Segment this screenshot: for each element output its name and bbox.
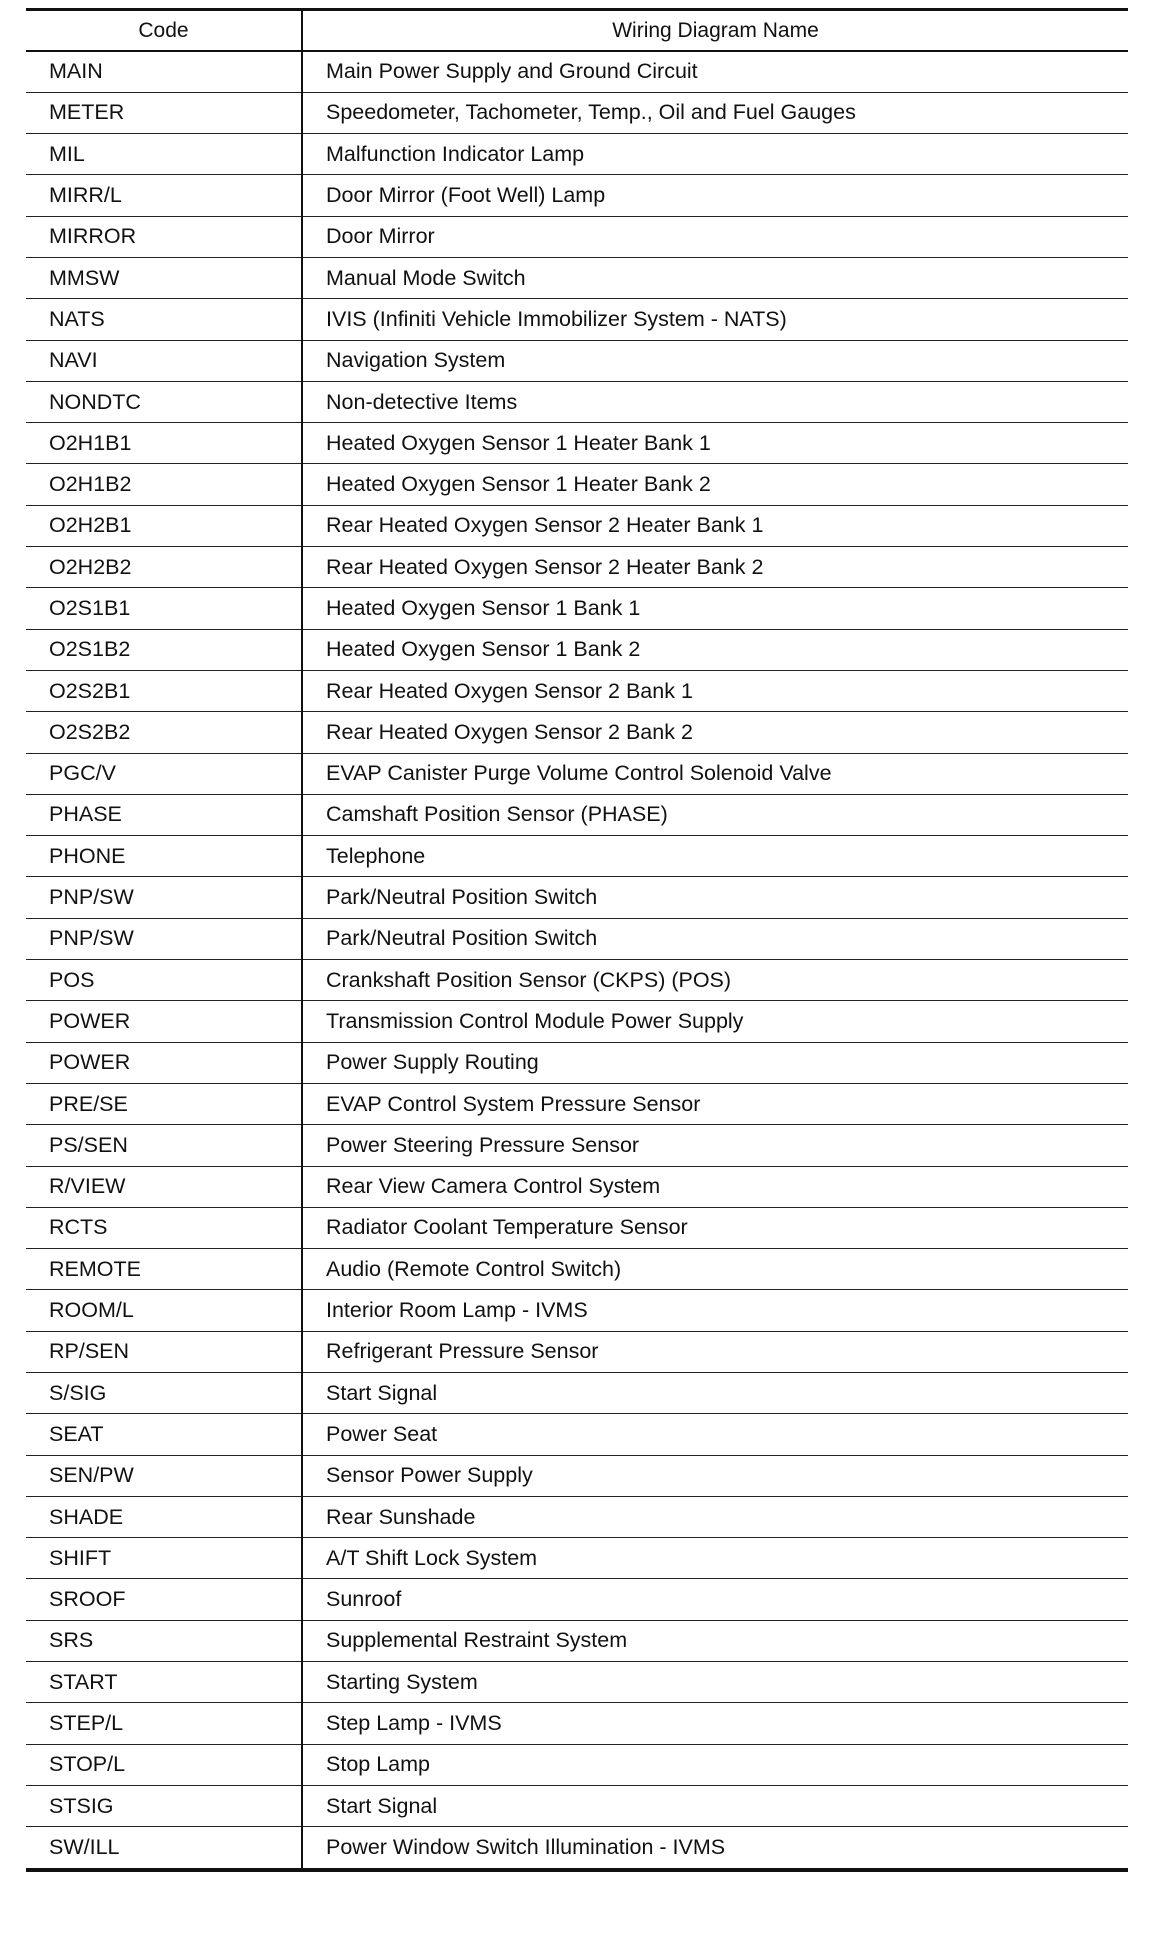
code-cell: NONDTC xyxy=(26,381,302,422)
wiring-diagram-code-table xyxy=(26,11,1128,1868)
diagram-name-cell: Power Supply Routing xyxy=(302,1042,1128,1083)
table-row xyxy=(26,1207,1128,1248)
code-cell: MMSW xyxy=(26,257,302,298)
code-cell: O2S1B1 xyxy=(26,588,302,629)
code-cell: SRS xyxy=(26,1620,302,1661)
code-cell: SW/ILL xyxy=(26,1827,302,1868)
table-row xyxy=(26,464,1128,505)
code-cell: PNP/SW xyxy=(26,877,302,918)
diagram-name-cell: Door Mirror xyxy=(302,216,1128,257)
diagram-name-cell: Non-detective Items xyxy=(302,381,1128,422)
table-row xyxy=(26,92,1128,133)
diagram-name-cell: Park/Neutral Position Switch xyxy=(302,918,1128,959)
table-row xyxy=(26,918,1128,959)
diagram-name-cell: Audio (Remote Control Switch) xyxy=(302,1249,1128,1290)
diagram-name-cell: Sensor Power Supply xyxy=(302,1455,1128,1496)
diagram-name-cell: Navigation System xyxy=(302,340,1128,381)
code-cell: PHASE xyxy=(26,794,302,835)
table-row xyxy=(26,1703,1128,1744)
table-row xyxy=(26,1001,1128,1042)
diagram-name-cell: Start Signal xyxy=(302,1785,1128,1826)
code-cell: O2H1B1 xyxy=(26,423,302,464)
code-cell: PNP/SW xyxy=(26,918,302,959)
table-row xyxy=(26,547,1128,588)
diagram-name-cell: Refrigerant Pressure Sensor xyxy=(302,1331,1128,1372)
diagram-name-cell: IVIS (Infiniti Vehicle Immobilizer System - NATS) xyxy=(302,299,1128,340)
table-row xyxy=(26,836,1128,877)
code-cell: PRE/SE xyxy=(26,1083,302,1124)
code-cell: RP/SEN xyxy=(26,1331,302,1372)
diagram-name-cell: Interior Room Lamp - IVMS xyxy=(302,1290,1128,1331)
code-cell: O2S2B2 xyxy=(26,712,302,753)
table-row xyxy=(26,588,1128,629)
table-row xyxy=(26,423,1128,464)
code-cell: RCTS xyxy=(26,1207,302,1248)
diagram-name-cell: EVAP Control System Pressure Sensor xyxy=(302,1083,1128,1124)
code-cell: PHONE xyxy=(26,836,302,877)
table-row xyxy=(26,1331,1128,1372)
table-header-row xyxy=(26,11,1128,51)
diagram-name-cell: Crankshaft Position Sensor (CKPS) (POS) xyxy=(302,960,1128,1001)
code-cell: O2H1B2 xyxy=(26,464,302,505)
code-cell: PGC/V xyxy=(26,753,302,794)
table-row xyxy=(26,670,1128,711)
code-cell: MIL xyxy=(26,134,302,175)
table-row xyxy=(26,340,1128,381)
diagram-name-cell: Power Seat xyxy=(302,1414,1128,1455)
table-row xyxy=(26,1290,1128,1331)
table-row xyxy=(26,257,1128,298)
diagram-name-cell: A/T Shift Lock System xyxy=(302,1538,1128,1579)
table-row xyxy=(26,216,1128,257)
diagram-name-cell: Radiator Coolant Temperature Sensor xyxy=(302,1207,1128,1248)
table-row xyxy=(26,1249,1128,1290)
diagram-name-cell: Camshaft Position Sensor (PHASE) xyxy=(302,794,1128,835)
diagram-name-cell: Telephone xyxy=(302,836,1128,877)
table-row xyxy=(26,1827,1128,1868)
diagram-name-cell: Rear Heated Oxygen Sensor 2 Bank 2 xyxy=(302,712,1128,753)
table-row xyxy=(26,1455,1128,1496)
table-row xyxy=(26,51,1128,92)
code-cell: SEAT xyxy=(26,1414,302,1455)
table-row xyxy=(26,1662,1128,1703)
code-cell: SHADE xyxy=(26,1496,302,1537)
table-row xyxy=(26,1785,1128,1826)
wiring-diagram-table-container xyxy=(26,8,1128,1872)
table-row xyxy=(26,1125,1128,1166)
table-row xyxy=(26,1496,1128,1537)
diagram-name-cell: Sunroof xyxy=(302,1579,1128,1620)
diagram-name-cell: Manual Mode Switch xyxy=(302,257,1128,298)
diagram-name-cell: Step Lamp - IVMS xyxy=(302,1703,1128,1744)
diagram-name-cell: Power Window Switch Illumination - IVMS xyxy=(326,1835,726,1860)
code-cell: POS xyxy=(26,960,302,1001)
table-row xyxy=(26,1083,1128,1124)
code-column-header: Code xyxy=(26,11,302,51)
code-cell: ROOM/L xyxy=(26,1290,302,1331)
code-cell: REMOTE xyxy=(26,1249,302,1290)
table-row xyxy=(26,381,1128,422)
table-row xyxy=(26,175,1128,216)
code-cell: O2H2B2 xyxy=(26,547,302,588)
table-row xyxy=(26,1579,1128,1620)
diagram-name-cell: Starting System xyxy=(302,1662,1128,1703)
table-row xyxy=(26,794,1128,835)
diagram-name-cell: Stop Lamp xyxy=(302,1744,1128,1785)
diagram-name-cell: EVAP Canister Purge Volume Control Solenoid Valve xyxy=(302,753,1128,794)
table-row xyxy=(26,1414,1128,1455)
code-cell: METER xyxy=(26,92,302,133)
code-cell: SHIFT xyxy=(26,1538,302,1579)
diagram-name-cell: Rear Heated Oxygen Sensor 2 Bank 1 xyxy=(302,670,1128,711)
diagram-name-cell: Door Mirror (Foot Well) Lamp xyxy=(302,175,1128,216)
table-body xyxy=(26,51,1128,1868)
code-cell: START xyxy=(26,1662,302,1703)
code-cell: S/SIG xyxy=(26,1373,302,1414)
table-row xyxy=(26,1538,1128,1579)
table-row xyxy=(26,1744,1128,1785)
diagram-name-cell: Heated Oxygen Sensor 1 Bank 2 xyxy=(302,629,1128,670)
table-row xyxy=(26,753,1128,794)
diagram-name-cell: Power Steering Pressure Sensor xyxy=(302,1125,1128,1166)
table-row xyxy=(26,877,1128,918)
code-cell: MIRR/L xyxy=(26,175,302,216)
table-row xyxy=(26,1620,1128,1661)
diagram-name-cell: Malfunction Indicator Lamp xyxy=(302,134,1128,175)
wiring-diagram-name-column-header: Wiring Diagram Name xyxy=(302,11,1128,51)
table-row xyxy=(26,960,1128,1001)
diagram-name-cell: Heated Oxygen Sensor 1 Bank 1 xyxy=(302,588,1128,629)
code-cell: MAIN xyxy=(26,51,302,92)
code-cell: NATS xyxy=(26,299,302,340)
code-cell: STEP/L xyxy=(26,1703,302,1744)
code-cell: SROOF xyxy=(26,1579,302,1620)
code-cell: PS/SEN xyxy=(26,1125,302,1166)
code-cell: POWER xyxy=(26,1042,302,1083)
table-row xyxy=(26,505,1128,546)
table-row xyxy=(26,629,1128,670)
diagram-name-cell: Heated Oxygen Sensor 1 Heater Bank 2 xyxy=(302,464,1128,505)
table-row xyxy=(26,1166,1128,1207)
code-cell: NAVI xyxy=(26,340,302,381)
table-row xyxy=(26,1042,1128,1083)
code-cell: SEN/PW xyxy=(26,1455,302,1496)
diagram-name-cell: Heated Oxygen Sensor 1 Heater Bank 1 xyxy=(302,423,1128,464)
code-cell: STSIG xyxy=(26,1785,302,1826)
diagram-name-cell: Rear Heated Oxygen Sensor 2 Heater Bank 2 xyxy=(302,547,1128,588)
code-cell: O2S2B1 xyxy=(26,670,302,711)
table-row xyxy=(26,712,1128,753)
code-cell: MIRROR xyxy=(26,216,302,257)
table-row xyxy=(26,134,1128,175)
diagram-name-cell: Rear Sunshade xyxy=(302,1496,1128,1537)
code-cell: O2H2B1 xyxy=(26,505,302,546)
diagram-name-cell: Supplemental Restraint System xyxy=(302,1620,1128,1661)
diagram-name-cell: Rear Heated Oxygen Sensor 2 Heater Bank 1 xyxy=(302,505,1128,546)
code-cell: R/VIEW xyxy=(26,1166,302,1207)
code-cell: POWER xyxy=(26,1001,302,1042)
diagram-name-cell: Speedometer, Tachometer, Temp., Oil and Fuel Gauges xyxy=(302,92,1128,133)
diagram-name-cell: Park/Neutral Position Switch xyxy=(302,877,1128,918)
code-cell: STOP/L xyxy=(26,1744,302,1785)
diagram-name-cell: Rear View Camera Control System xyxy=(302,1166,1128,1207)
diagram-name-cell: Start Signal xyxy=(302,1373,1128,1414)
code-cell: O2S1B2 xyxy=(26,629,302,670)
table-row xyxy=(26,1373,1128,1414)
diagram-name-cell: Main Power Supply and Ground Circuit xyxy=(302,51,1128,92)
diagram-name-cell: Transmission Control Module Power Supply xyxy=(302,1001,1128,1042)
table-row xyxy=(26,299,1128,340)
